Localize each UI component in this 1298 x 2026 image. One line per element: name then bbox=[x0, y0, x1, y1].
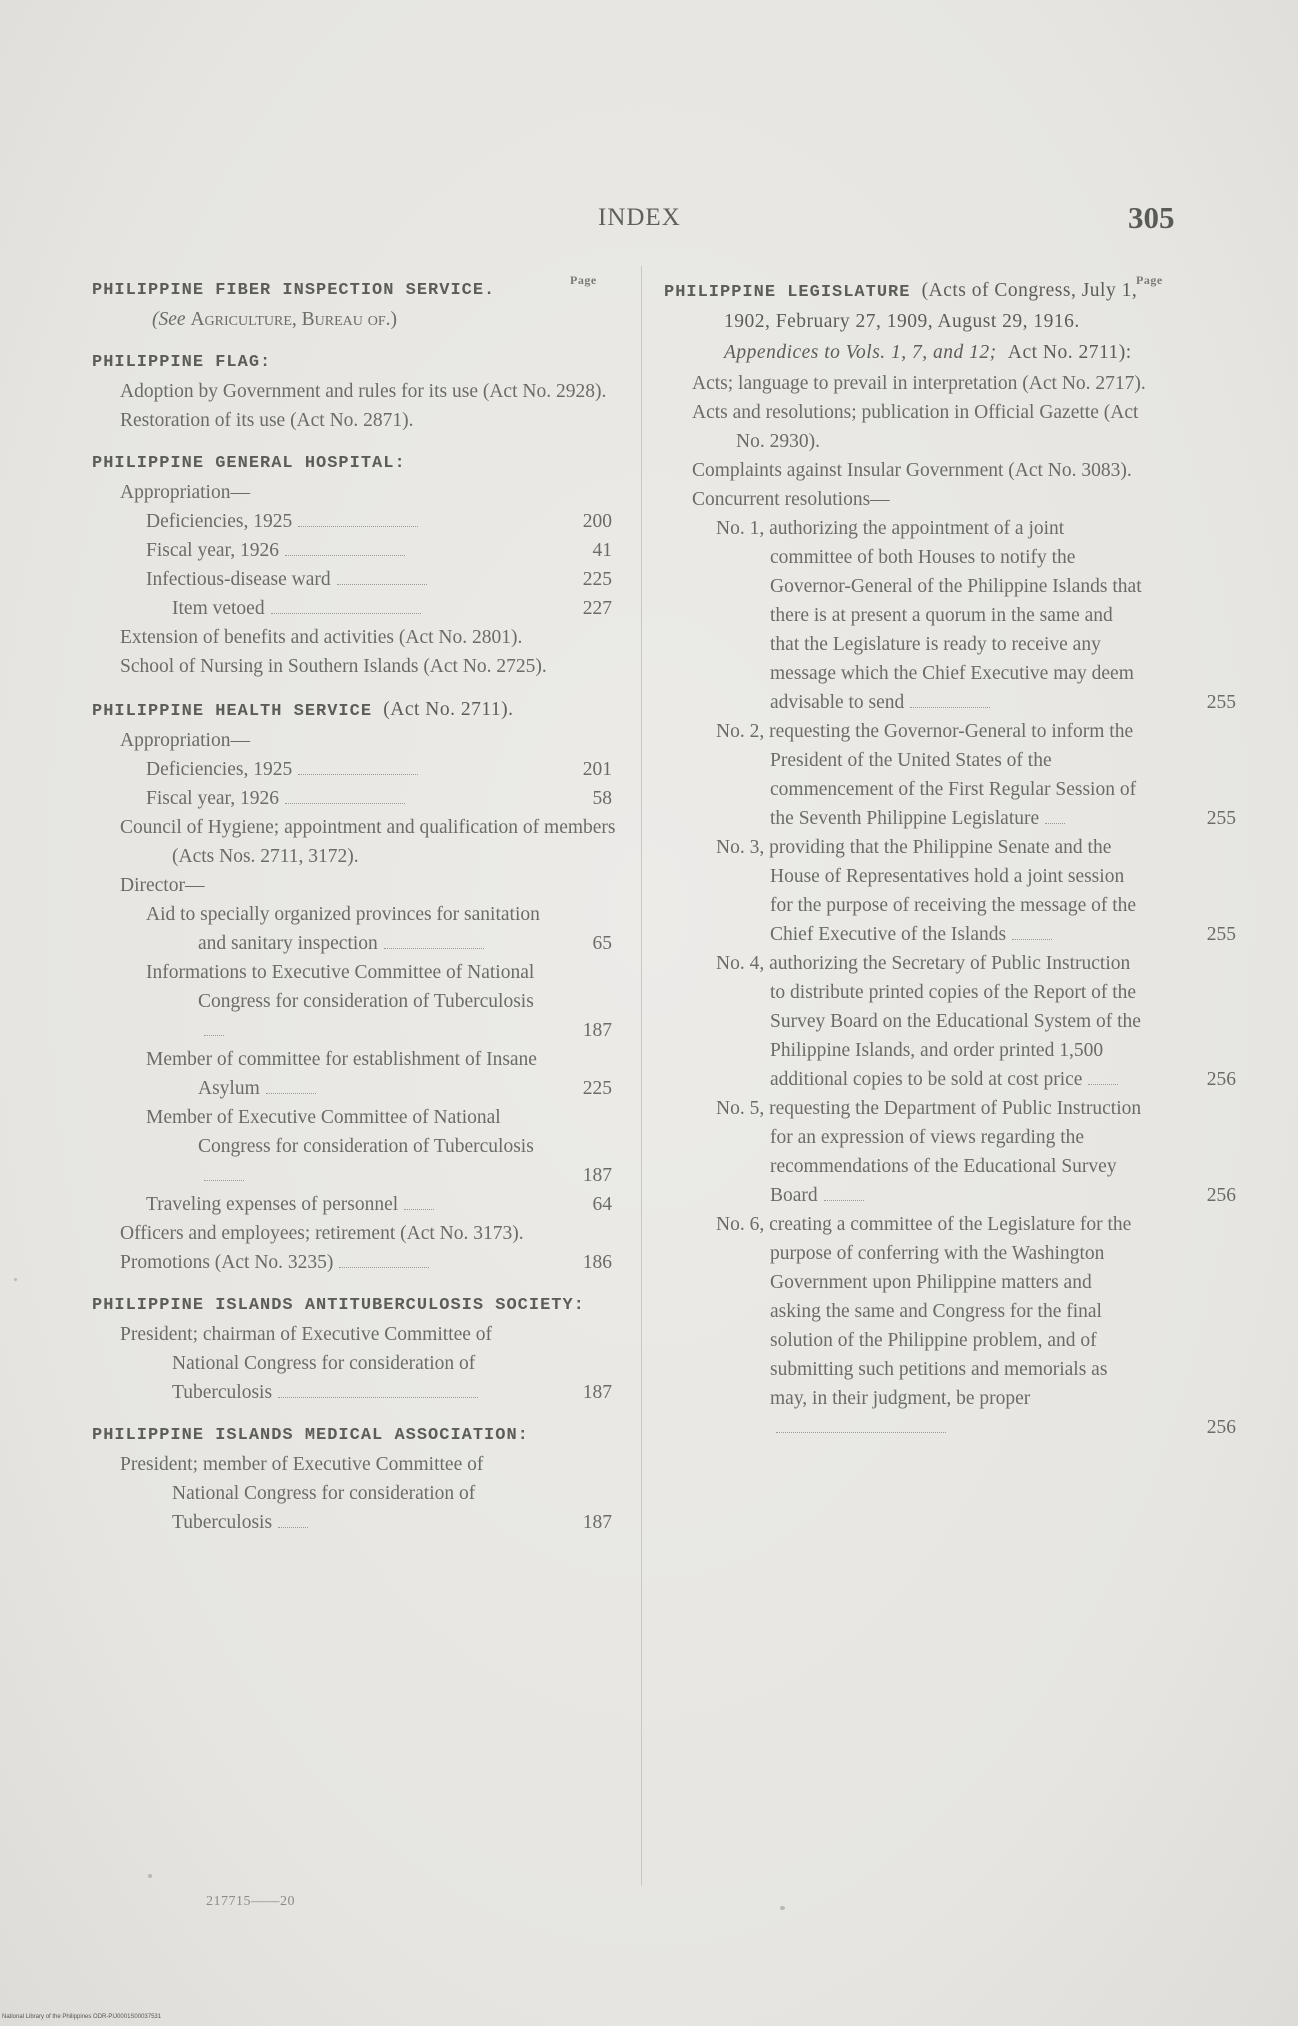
scan-footer: National Library of the Philippines ODR-PIJ0001S00037531 bbox=[2, 2014, 162, 2020]
page-ref: 187 bbox=[582, 1020, 612, 1041]
index-entry: Infectious-disease ward 225 bbox=[92, 565, 622, 594]
index-entry: Deficiencies, 1925 200 bbox=[92, 507, 622, 536]
index-entry: Officers and employees; retirement (Act No. 3173). bbox=[120, 1223, 524, 1244]
index-entry: Member of committee for establishment of Insane Asylum 225 bbox=[92, 1045, 622, 1103]
index-entry: No. 1, authorizing the appointment of a joint committee of both Houses to notify the Governor-General of the Philippine Islands that there is at present a quorum in the same and that the Legislature is ready to receive any message which the Chief Executive may deem advisable to send 255 bbox=[664, 514, 1224, 717]
page-ref: 201 bbox=[582, 759, 612, 780]
index-entry: Restoration of its use (Act No. 2871). bbox=[120, 410, 414, 431]
index-heading: PHILIPPINE ISLANDS MEDICAL ASSOCIATION: bbox=[92, 1426, 529, 1445]
index-entry: Deficiencies, 1925 201 bbox=[92, 755, 622, 784]
index-entry: Council of Hygiene; appointment and qualification of members (Acts Nos. 2711, 3172). bbox=[120, 817, 616, 867]
index-entry: Acts; language to prevail in interpretation (Act No. 2717). bbox=[692, 373, 1146, 394]
paper-speck bbox=[148, 1874, 152, 1878]
index-entry: Concurrent resolutions— bbox=[692, 489, 890, 510]
paper-speck bbox=[780, 1906, 785, 1910]
page-ref: 256 bbox=[1206, 1185, 1236, 1206]
paper-speck bbox=[14, 1278, 17, 1281]
page-ref: 256 bbox=[1206, 1417, 1236, 1438]
index-heading: PHILIPPINE HEALTH SERVICE (Act No. 2711). bbox=[92, 699, 514, 721]
running-title: INDEX bbox=[598, 204, 681, 231]
index-entry: Appropriation— bbox=[120, 730, 250, 751]
index-entry: Complaints against Insular Government (Act No. 3083). bbox=[692, 460, 1132, 481]
page-ref: 65 bbox=[592, 933, 612, 954]
page-column-label: Page bbox=[1136, 273, 1163, 287]
page-ref: 227 bbox=[582, 598, 612, 619]
index-entry: No. 2, requesting the Governor-General to inform the President of the United States of the commencement of the First Regular Session of the Seventh Philippine Legislature 255 bbox=[664, 717, 1224, 833]
running-head bbox=[0, 200, 1298, 240]
page-number: 305 bbox=[1128, 200, 1175, 235]
index-entry: Adoption by Government and rules for its use (Act No. 2928). bbox=[120, 381, 607, 402]
page-ref: 225 bbox=[582, 569, 612, 590]
index-heading: PHILIPPINE GENERAL HOSPITAL: bbox=[92, 454, 406, 473]
index-entry: School of Nursing in Southern Islands (Act No. 2725). bbox=[120, 656, 547, 677]
page-ref: 64 bbox=[592, 1194, 612, 1215]
page-ref: 255 bbox=[1206, 692, 1236, 713]
index-heading: PHILIPPINE LEGISLATURE (Acts of Congress, July 1, 1902, February 27, 1909, August 29, 1916. Appendices to Vols. 1, 7, and 12; Act No. 2711): bbox=[664, 280, 1138, 363]
page-ref: 200 bbox=[582, 511, 612, 532]
index-entry: Director— bbox=[120, 875, 205, 896]
index-entry: Extension of benefits and activities (Act No. 2801). bbox=[120, 627, 523, 648]
index-entry: President; chairman of Executive Committee of National Congress for consideration of Tuberculosis 187 bbox=[92, 1320, 622, 1407]
index-heading: PHILIPPINE FLAG: bbox=[92, 353, 272, 372]
index-entry: Member of Executive Committee of National Congress for consideration of Tuberculosis 187 bbox=[92, 1103, 622, 1190]
index-heading: PHILIPPINE FIBER INSPECTION SERVICE. bbox=[92, 281, 496, 300]
page-ref: 58 bbox=[592, 788, 612, 809]
index-entry: Aid to specially organized provinces for sanitation and sanitary inspection 65 bbox=[92, 900, 622, 958]
index-entry: Traveling expenses of personnel 64 bbox=[92, 1190, 622, 1219]
page-ref: 255 bbox=[1206, 808, 1236, 829]
right-column bbox=[664, 262, 1236, 1442]
index-entry: Fiscal year, 1926 41 bbox=[92, 536, 622, 565]
index-entry: Promotions (Act No. 3235) 186 bbox=[92, 1248, 622, 1277]
column-divider bbox=[641, 266, 642, 1886]
index-entry: President; member of Executive Committee of National Congress for consideration of Tuberculosis 187 bbox=[92, 1450, 622, 1537]
index-entry: No. 3, providing that the Philippine Senate and the House of Representatives hold a joint session for the purpose of receiving the message of the Chief Executive of the Islands 255 bbox=[664, 833, 1224, 949]
page-ref: 187 bbox=[582, 1165, 612, 1186]
index-entry: Acts and resolutions; publication in Official Gazette (Act No. 2930). bbox=[692, 402, 1139, 452]
page-ref: 255 bbox=[1206, 924, 1236, 945]
index-entry: Item vetoed 227 bbox=[92, 594, 622, 623]
page-ref: 256 bbox=[1206, 1069, 1236, 1090]
page-ref: 187 bbox=[582, 1512, 612, 1533]
page-ref: 41 bbox=[592, 540, 612, 561]
index-entry: Appropriation— bbox=[120, 482, 250, 503]
page-ref: 187 bbox=[582, 1382, 612, 1403]
left-column bbox=[92, 262, 622, 1537]
index-entry: No. 4, authorizing the Secretary of Public Instruction to distribute printed copies of the Report of the Survey Board on the Educational System of the Philippine Islands, and order printed 1,500 additional copies to be sold at cost price 256 bbox=[664, 949, 1224, 1094]
index-entry: Informations to Executive Committee of National Congress for consideration of Tuberculosis 187 bbox=[92, 958, 622, 1045]
index-heading: PHILIPPINE ISLANDS ANTITUBERCULOSIS SOCIETY: bbox=[92, 1296, 585, 1315]
page-ref: 186 bbox=[582, 1252, 612, 1273]
index-entry: No. 6, creating a committee of the Legislature for the purpose of conferring with the Washington Government upon Philippine matters and asking the same and Congress for the final solution of the Philippine problem, and of submitting such petitions and memorials as may, in their judgment, be proper 256 bbox=[664, 1210, 1224, 1442]
index-entry: Fiscal year, 1926 58 bbox=[92, 784, 622, 813]
index-entry: No. 5, requesting the Department of Public Instruction for an expression of views regarding the recommendations of the Educational Survey Board 256 bbox=[664, 1094, 1224, 1210]
page-column-label: Page bbox=[570, 273, 597, 287]
cross-reference: (See Agriculture, Bureau of.) bbox=[152, 309, 398, 330]
printer-signature: 217715——20 bbox=[206, 1894, 295, 1909]
page-ref: 225 bbox=[582, 1078, 612, 1099]
